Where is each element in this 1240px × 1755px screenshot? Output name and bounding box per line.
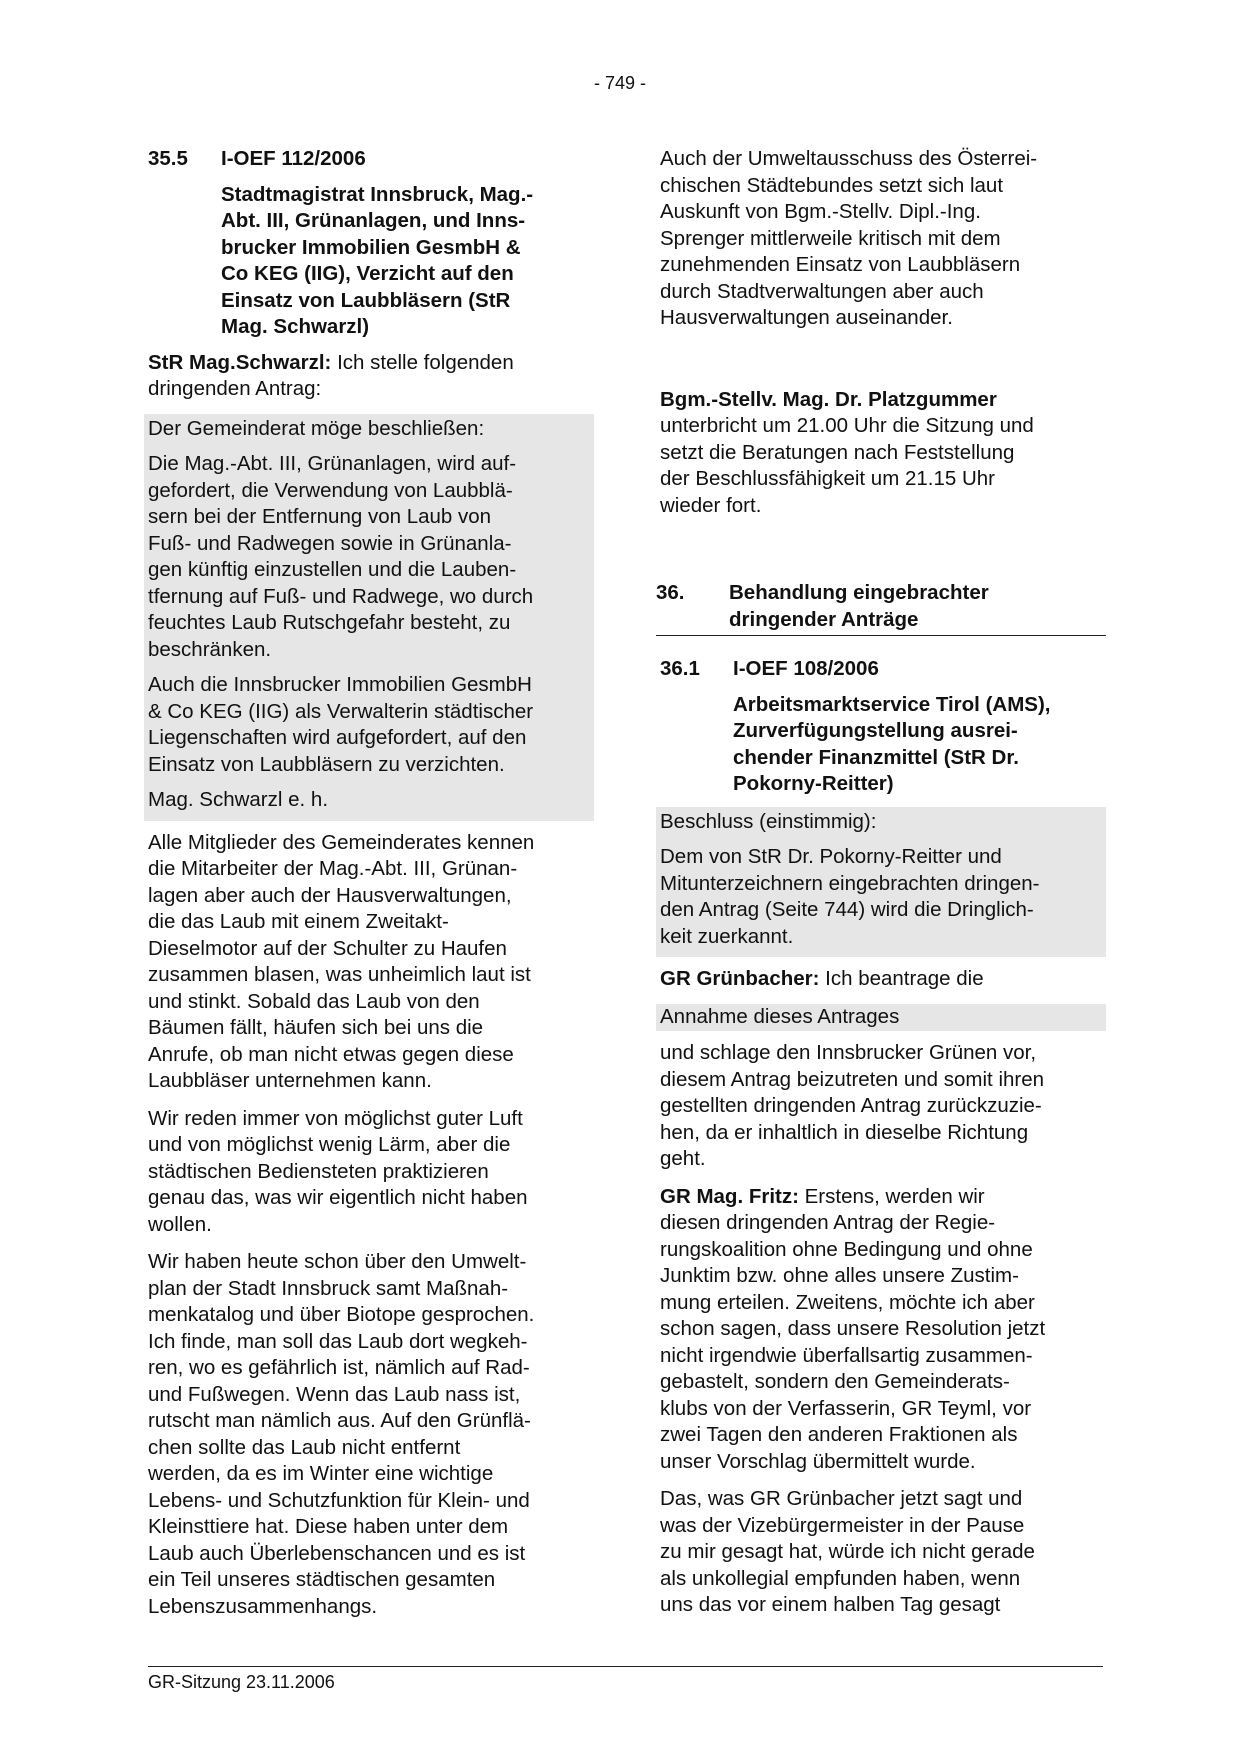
section-heading-35-5 [148, 146, 590, 173]
page-number: - 749 - [593, 73, 647, 93]
speaker-name: GR Mag. Fritz: [660, 1184, 799, 1208]
section-id: I-OEF 112/2006 [221, 147, 366, 170]
motion-signature: Mag. Schwarzl e. h. [148, 788, 329, 811]
body-paragraph-2: Wir reden immer von möglichst guter Luft und von möglichst wenig Lärm, aber die städtischen Bediensteten praktizieren genau das, was wir eigentlich nicht haben wollen. [148, 1106, 528, 1236]
footer-divider [148, 1666, 1103, 1667]
section-title: Stadtmagistrat Innsbruck, Mag.- Abt. III, Grünanlagen, und Inns- brucker Immobilien GesmbH & Co KEG (IIG), Verzicht auf den Einsatz von Laubbläsern (StR Mag. Schwarzl) [221, 182, 534, 338]
speaker-name: Bgm.-Stellv. Mag. Dr. Platzgummer [660, 387, 997, 411]
body-paragraph-1: Alle Mitglieder des Gemeinderates kennen die Mitarbeiter der Mag.-Abt. III, Grünan- lagen aber auch der Hausverwaltungen, die das Laub mit einem Zweitakt- Dieselmotor auf der Schulter zu Haufen zusammen blasen, was unheimlich laut ist und stinkt. Sobald das Laub von den Bäumen fällt, häufen sich bei uns die Anrufe, ob man nicht etwas gegen diese Laubbläser unternehmen kann. [148, 830, 535, 1092]
fritz-text: Erstens, werden wir diesen dringenden Antrag der Regie- rungskoalition ohne Bedingung und ohne Junktim bzw. ohne alles unsere Zustim- mung erteilen. Zweitens, möchte ich aber schon sagen, dass unsere Resolution jetzt nicht irgendwie überfallsartig zusammen- gebastelt, sondern den Gemeinderats- klubs von der Verfasserin, GR Teyml, vor zwei Tagen den anderen Fraktionen als unser Vorschlag übermittelt wurde. [660, 1184, 1046, 1473]
decision-box [656, 807, 1106, 958]
speaker-name: GR Grünbacher: [660, 967, 820, 990]
fritz-paragraph [660, 1184, 1102, 1476]
left-column [148, 146, 590, 1631]
motion-box [144, 414, 594, 821]
gruenbacher-text: Ich beantrage die [819, 967, 984, 990]
speaker-name: StR Mag.Schwarzl: [148, 350, 332, 374]
session-break-text: unterbricht um 21.00 Uhr die Sitzung und setzt die Beratungen nach Feststellung der Beschlussfähigkeit um 21.15 Uhr wieder fort. [660, 414, 1034, 517]
intro-text: Ich stelle folgenden dringenden Antrag: [148, 350, 514, 400]
decision-text: Dem von StR Dr. Pokorny-Reitter und Mitunterzeichnern eingebrachten dringen- den Antrag (Seite 744) wird die Dringlich- keit zuerkannt. [660, 845, 1040, 948]
body-paragraph-3: Wir haben heute schon über den Umwelt- plan der Stadt Innsbruck samt Maßnah- menkatalog und über Biotope gesprochen. Ich finde, man soll das Laub dort wegkeh- ren, wo es gefährlich ist, nämlich auf Rad- und Fußwegen. Wenn das Laub nass ist, rutscht man nämlich aus. Auf den Grünflä- chen sollte das Laub nicht entfernt werden, da es im Winter eine wichtige Lebens- und Schutzfunktion für Klein- und Kleinsttiere hat. Diese haben unter dem Laub auch Überlebenschancen und es ist ein Teil unseres städtischen gesamten Lebenszusammenhangs. [148, 1250, 535, 1618]
motion-header: Der Gemeinderat möge beschließen: [148, 416, 485, 440]
motion-box [656, 1004, 1106, 1032]
section-number: 35.5 [148, 147, 188, 170]
fritz-paragraph-2: Das, was GR Grünbacher jetzt sagt und was der Vizebürgermeister in der Pause zu mir gesagt hat, würde ich nicht gerade als unkollegial empfunden haben, wenn uns das vor einem halben Tag gesagt [660, 1487, 1035, 1616]
motion-paragraph-1: Die Mag.-Abt. III, Grünanlagen, wird auf- gefordert, die Verwendung von Laubblä- sern bei der Entfernung von Laub von Fuß- und Radwegen sowie in Grünanla- gen künftig einzustellen und die Lauben- tfernung auf Fuß- und Radwege, wo durch feuchtes Laub Rutschgefahr besteht, zu beschränken. [148, 452, 534, 661]
session-break-paragraph [660, 387, 1102, 520]
gruenbacher-continuation: und schlage den Innsbrucker Grünen vor, diesem Antrag beizutreten und somit ihren gestellten dringenden Antrag zurückzuzie- hen, da er inhaltlich in dieselbe Richtung geht. [660, 1041, 1045, 1170]
decision-header: Beschluss (einstimmig): [660, 809, 877, 833]
gruenbacher-paragraph [660, 966, 1102, 993]
right-column [656, 146, 1102, 1630]
motion-text: Annahme dieses Antrages [660, 1004, 900, 1028]
intro-paragraph [148, 350, 590, 403]
section-title: Arbeitsmarktservice Tirol (AMS), Zurverfügungstellung ausrei- chender Finanzmittel (StR Dr. Pokorny-Reitter) [733, 692, 1051, 795]
motion-paragraph-2: Auch die Innsbrucker Immobilien GesmbH & Co KEG (IIG) als Verwalterin städtischer Liegenschaften wird aufgefordert, auf den Einsatz von Laubbläsern zu verzichten. [148, 673, 534, 776]
section-heading-36 [656, 580, 1106, 636]
footer-text: GR-Sitzung 23.11.2006 [148, 1672, 335, 1692]
section-heading-36-1 [660, 656, 1102, 683]
section-number: 36.1 [660, 657, 700, 680]
section-id: I-OEF 108/2006 [733, 657, 879, 680]
section-title: Behandlung eingebrachter dringender Anträge [729, 581, 989, 631]
section-number: 36. [656, 581, 685, 604]
body-paragraph-right-1: Auch der Umweltausschuss des Österrei- chischen Städtebundes setzt sich laut Auskunft von Bgm.-Stellv. Dipl.-Ing. Sprenger mittlerweile kritisch mit dem zunehmenden Einsatz von Laubbläsern durch Stadtverwaltungen aber auch Hausverwaltungen auseinander. [660, 147, 1038, 329]
